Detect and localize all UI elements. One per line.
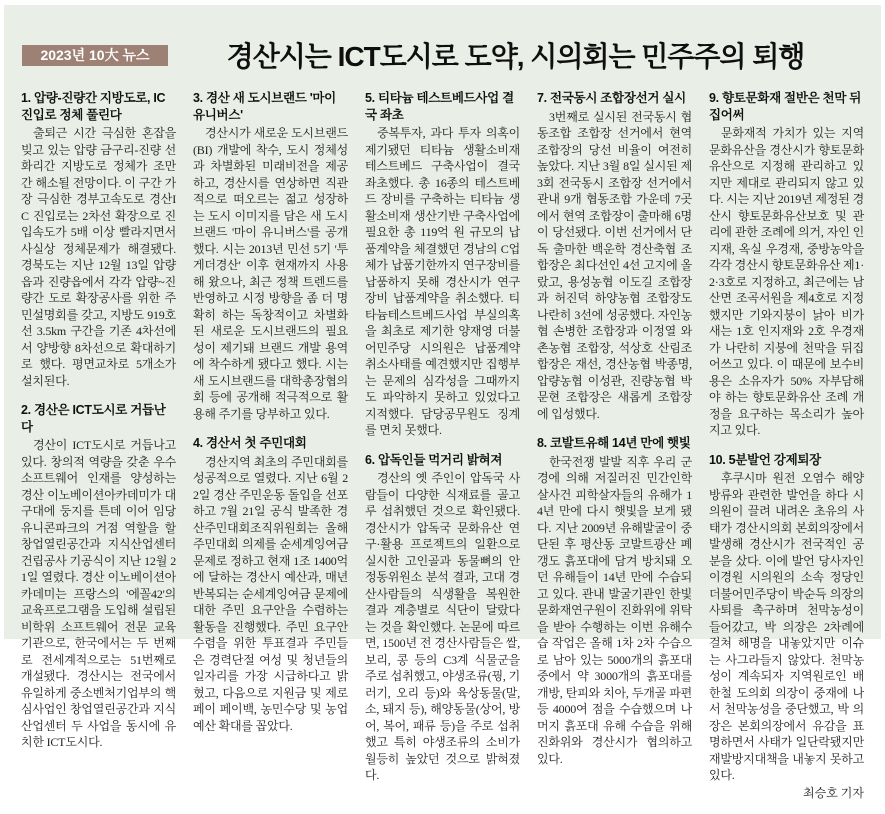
- article-8-title: 8. 코발트유해 14년 만에 햇빛: [537, 436, 691, 450]
- column-3: [365, 90, 520, 814]
- article-10-body: 후쿠시마 원전 오염수 해양방류와 관련한 발언을 하다 시의원이 끌려 내려온 초유의 사태가 경산시의회 본회의장에서 발생해 경산시가 전국적인 공분을 샀다. 이에 발언 당사자인 이경원 시의원의 소속 정당인 더불어민주당이 박순득 의장의 사퇴를 촉구하며 천막농성이 들어갔고, 박 의장은 2차례에 걸쳐 해명을 내놓았지만 이슈는 사그라들지 않았다. 천막농성이 계속되자 지역원로인 배한철 도의회 의장이 중재에 나서 천막농성을 중단했고, 박 의장은 본회의장에서 유감을 표명하면서 사태가 일단락됐지만 재발방지대책을 내놓지 못하고 있다.: [709, 471, 864, 782]
- article-columns: [4, 75, 881, 814]
- article-8: [537, 435, 692, 767]
- article-6: [365, 452, 520, 784]
- page-header: [4, 5, 881, 75]
- article-2-title: 2. 경산은 ICT도시로 거듭난다: [21, 403, 166, 434]
- article-3: [193, 90, 348, 422]
- article-4: [193, 435, 348, 734]
- article-2-body: 경산이 ICT도시로 거듭나고 있다. 창의적 역량을 갖춘 우수 소프트웨어 인재를 양성하는 경산 이노베이션아카데미가 대구대에 둥지를 튼데 이어 임당 유니콘파크의 거점 역할을 할 창업열린공간과 지식산업센터 건립공사 기공식이 지난 12월 21일 열렸다. 경산 이노베이션아카데미는 프랑스의 '에꼴42'의 교육프로그램을 도입해 설립된 비학위 소프트웨어 전문 교육기관으로, 한국에서는 두 번째로 전세계적으로는 51번째로 개설됐다. 경산시는 전국에서 유일하게 중소벤처기업부의 핵심사업인 창업열린공간과 지식산업센터 두 사업을 동시에 유치한 ICT도시다.: [21, 438, 176, 749]
- article-10: [709, 452, 864, 802]
- article-1: [21, 90, 176, 389]
- article-2: [21, 402, 176, 751]
- article-5: [365, 90, 520, 439]
- reporter-byline: 최승호 기자: [803, 785, 864, 800]
- column-2: [193, 90, 348, 814]
- article-3-body: 경산시가 새로운 도시브랜드(BI) 개발에 착수, 도시 정체성과 차별화된 미래비전을 제공하고, 경산시를 연상하면 직관적으로 떠오르는 젊고 성장하는 도시 이미지를 담은 새 도시브랜드 '마이 유니버스'를 공개했다. 시는 2013년 민선 5기 '투게더경산' 이후 현재까지 사용해 왔으나, 최근 정책 트렌드를 반영하고 시정 방향을 좀 더 명확히 하는 독창적이고 차별화된 새로운 도시브랜드의 필요성이 제기돼 브랜드 개발 용역에 착수하게 됐다고 했다. 시는 새 도시브랜드를 대학총장협의회 등에 공개해 적극적으로 활용해 주기를 당부하고 있다.: [193, 126, 348, 421]
- article-5-title: 5. 티타늄 테스트베드사업 결국 좌초: [365, 91, 514, 122]
- article-7: [537, 90, 692, 422]
- article-8-body: 한국전쟁 발발 직후 우리 군경에 의해 저질러진 민간인학살사건 피학살자들의 유해가 14년 만에 다시 햇빛을 보게 됐다. 지난 2009년 유해발굴이 중단된 후 평산동 코발트광산 폐갱도 흙포대에 담겨 방치돼 오던 유해들이 14년 만에 수습되고 있다. 관내 발굴기관인 한빛문화재연구원이 진화위에 위탁을 받아 수행하는 이번 유해수습 작업은 올해 1차 2차 수습으로 남아 있는 5000개의 흙포대 중에서 약 3000개의 흙포대를 개방, 탄피와 치아, 두개골 파편 등 4000여 점을 수습했으며 나머지 흙포대 유해 수습을 위해 진화위와 경산시가 협의하고 있다.: [537, 454, 692, 766]
- article-9-body: 문화재적 가치가 있는 지역 문화유산을 경산시가 향토문화유산으로 지정해 관리하고 있지만 제대로 관리되지 않고 있다. 시는 지난 2019년 제정된 경산시 향토문화유산보호 및 관리에 관한 조례에 의거, 자인 인지재, 옥실 우경재, 중방농악을 각각 경산시 향토문화유산 제1·2·3호로 지정하고, 최근에는 남산면 조곡서원을 제4호로 지정했지만 기와지붕이 낡아 비가 새는 1호 인지재와 2호 우경재가 나란히 지붕에 천막을 뒤집어쓰고 있다. 이 때문에 보수비용은 소유자가 50% 자부담해야 하는 향토문화유산 조례 개정을 요구하는 목소리가 높아지고 있다.: [709, 126, 864, 437]
- article-5-body: 중복투자, 과다 투자 의혹이 제기됐던 티타늄 생활소비재 테스트베드 구축사업이 결국 좌초했다. 총 16종의 테스트베드 장비를 구축하는 티타늄 생활소비재 생산기반 구축사업에 필요한 총 119억 원 규모의 납품계약을 체결했던 경남의 C업체가 납품기한까지 연구장비를 납품하지 못해 경산시가 연구장비 납품계약을 취소했다. 티타늄테스트베드사업 부실의혹을 최초로 제기한 양재영 더불어민주당 시의원은 납품계약 취소사태를 예견했지만 집행부는 문제의 심각성을 그때까지도 파악하지 못하고 있었다고 지적했다. 담당공무원도 징계를 면치 못했다.: [365, 126, 520, 437]
- article-7-body: 3번째로 실시된 전국동시 협동조합 조합장 선거에서 현역 조합장의 당선 비율이 여전히 높았다. 지난 3월 8일 실시된 제3회 전국동시 조합장 선거에서 관내 9개 협동조합 가운데 7곳에서 현역 조합장이 출마해 6명이 당선됐다. 이번 선거에서 단독 출마한 백운학 경산축협 조합장은 최다선인 4선 고지에 올랐고, 용성농협 이도길 조합장과 허진덕 하양농협 조합장도 나란히 3선에 성공했다. 자인농협 손병한 조합장과 이정열 와촌농협 조합장, 석상호 산림조합장은 재선, 경산농협 박종명, 압량농협 이성관, 진량농협 박문현 조합장은 새롭게 조합장에 입성했다.: [537, 109, 692, 421]
- article-7-title: 7. 전국동시 조합장선거 실시: [537, 91, 686, 105]
- article-9: [709, 90, 864, 439]
- article-10-title: 10. 5분발언 강제퇴장: [709, 452, 821, 467]
- article-1-title: 1. 압량-진량간 지방도로, IC 진입로 정체 풀린다: [21, 91, 166, 122]
- article-6-body: 경산의 옛 주인이 압독국 사람들이 다양한 식재료를 골고루 섭취했던 것으로 확인됐다. 경산시가 압독국 문화유산 연구·활용 프로젝트의 일환으로 실시한 고인골과 동물뼈의 안정동위원소 분석 결과, 고대 경산사람들의 식생활을 복원한 결과 계층별로 식단이 달랐다는 것을 확인했다. 논문에 따르면, 1500년 전 경산사람들은 쌀, 보리, 콩 등의 C3계 식물군을 주로 섭취했고, 야생조류(꿩, 기러기, 오리 등)와 육상동물(말, 소, 돼지 등), 해양동물(상어, 방어, 복어, 패류 등)을 주로 섭취했고 특히 야생조류의 소비가 월등히 높았던 것으로 밝혀졌다.: [365, 471, 520, 782]
- article-3-title: 3. 경산 새 도시브랜드 '마이 유니버스': [193, 91, 336, 122]
- article-6-title: 6. 압독인들 먹거리 밝혀져: [365, 452, 503, 467]
- column-4: [537, 90, 692, 814]
- article-4-body: 경산지역 최초의 주민대회를 성공적으로 열렸다. 지난 6월 22일 경산 주민운동 돌입을 선포하고 7월 21일 공식 발족한 경산주민대회조직위원회는 올해 주민대회 의제를 순세계잉여금 문제로 정하고 현재 1조 1400억에 달하는 경산시 예산과, 매년 반복되는 순세계잉여금 문제에 대한 주민 요구안을 수렴하는 활동을 진행했다. 주민 요구안 수렴을 위한 투표결과 주민들은 경력단절 여성 및 청년들의 일자리를 가장 시급하다고 밝혔고, 다음으로 지원금 및 제로페이 페이백, 농민수당 및 농업예산 확대를 꼽았다.: [193, 454, 348, 733]
- article-9-title: 9. 향토문화재 절반은 천막 뒤집어써: [709, 91, 862, 122]
- news-badge: 2023년 10大 뉴스: [22, 45, 168, 66]
- column-1: [21, 90, 176, 814]
- article-4-title: 4. 경산서 첫 주민대회: [193, 436, 307, 450]
- column-5: [709, 90, 864, 814]
- page-title: 경산시는 ICT도시로 도약, 시의회는 민주주의 퇴행: [226, 41, 805, 72]
- article-1-body: 출퇴근 시간 극심한 혼잡을 빚고 있는 압량 금구리-진량 선화리간 지방도로 정체가 조만간 해소될 전망이다. 이 구간 가장 극심한 경부고속도로 경산IC 진입로는 2차선 확장으로 진입속도가 5배 이상 빨라지면서 사실상 정체문제가 해결됐다. 경북도는 지난 12월 13일 압량읍과 진량읍에서 각각 압량~진량간 도로 확장공사를 위한 주민설명회를 갖고, 지방도 919호선 3.5km 구간을 기존 4차선에서 양방향 8차선으로 확대하기로 했다. 평면교차로 5개소가 설치된다.: [21, 126, 176, 388]
- newspaper-page: [4, 5, 881, 800]
